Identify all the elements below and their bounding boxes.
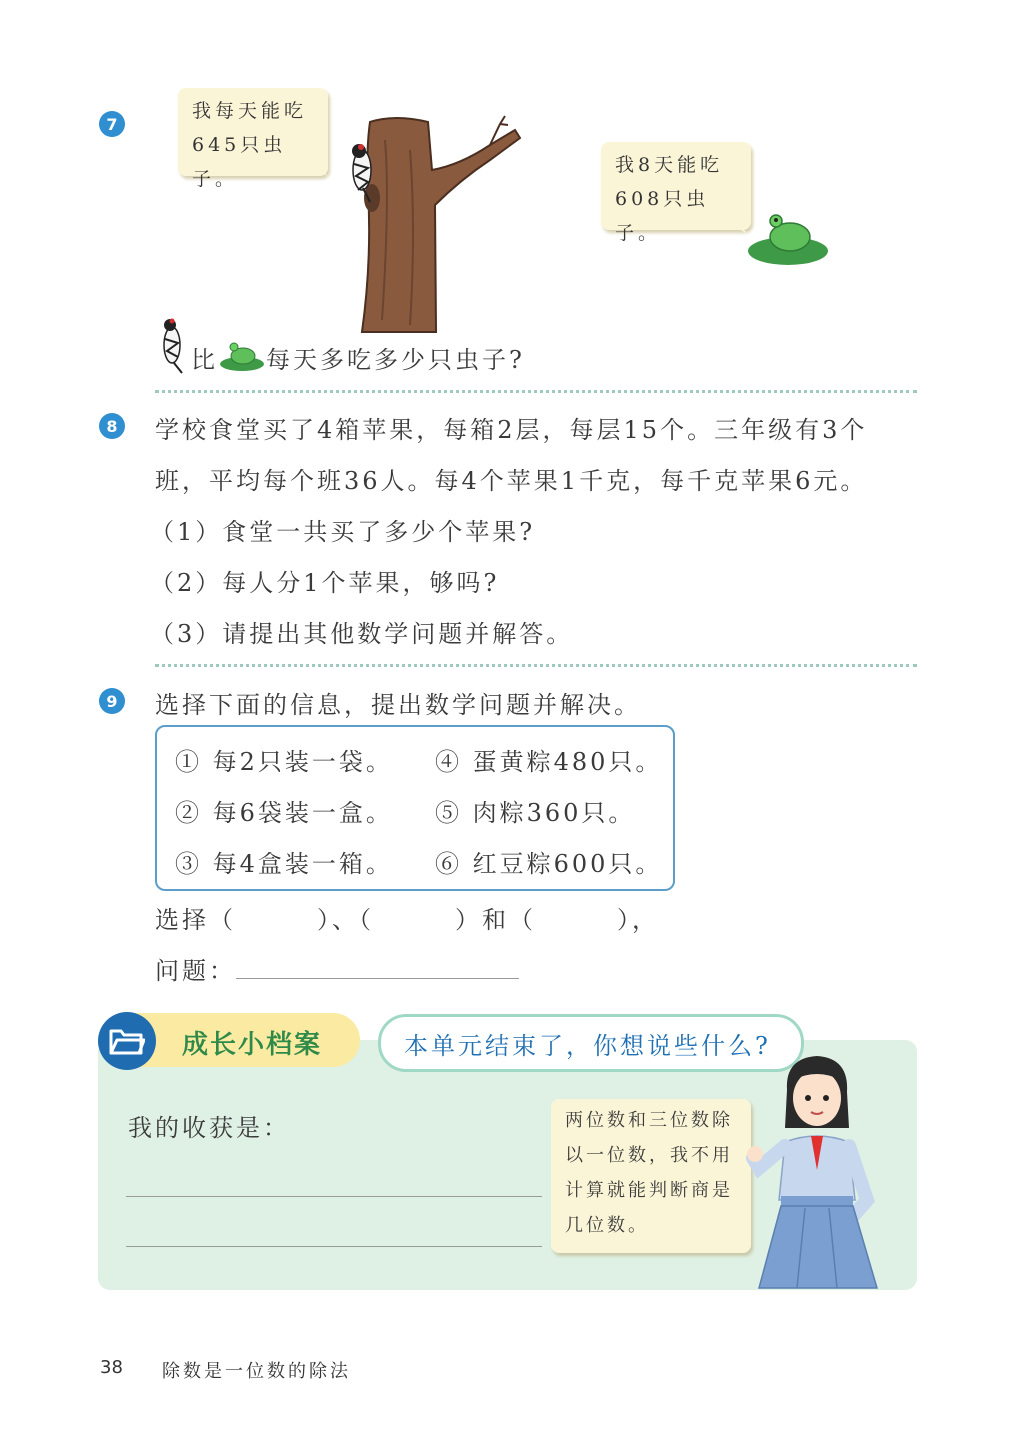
unit-title: 除数是一位数的除法 <box>162 1361 351 1382</box>
q8-line-2: 班，平均每个班36人。每4个苹果1千克，每千克苹果6元。 <box>155 467 868 495</box>
q8-sub-question-2: （2）每人分1个苹果，够吗? <box>150 569 500 597</box>
folder-icon <box>98 1012 156 1070</box>
harvest-writing-line[interactable] <box>126 1246 542 1247</box>
info-item-2: ② 每6袋装一盒。 <box>175 799 393 827</box>
bubble-line: 645只虫子。 <box>192 134 287 190</box>
section-divider <box>155 390 917 393</box>
info-item-1: ① 每2只装一袋。 <box>175 748 393 776</box>
info-item-6: ⑥ 红豆粽600只。 <box>435 850 663 878</box>
bubble-tail-icon <box>300 150 330 180</box>
question-number-9: 9 <box>99 688 125 714</box>
question-number-7: 7 <box>99 111 125 137</box>
bubble-line: 608只虫子。 <box>615 188 710 244</box>
bubble-line: 两位数和三位数除 <box>565 1110 733 1131</box>
info-item-4: ④ 蛋黄粽480只。 <box>435 748 663 776</box>
harvest-writing-line[interactable] <box>126 1196 542 1197</box>
section-divider <box>155 664 917 667</box>
bubble-line: 以一位数，我不用 <box>565 1145 733 1166</box>
info-item-5: ⑤ 肉粽360只。 <box>435 799 636 827</box>
bubble-line: 我每天能吃 <box>192 100 308 122</box>
woodpecker-icon <box>348 140 378 204</box>
q7-question-part2: 每天多吃多少只虫子? <box>266 346 525 374</box>
frog-icon <box>746 205 834 267</box>
q9-prompt: 选择下面的信息，提出数学问题并解决。 <box>155 691 641 719</box>
q7-question-part1: 比 <box>191 346 218 374</box>
q8-line-1: 学校食堂买了4箱苹果，每箱2层，每层15个。三年级有3个 <box>155 416 868 444</box>
q8-sub-question-3: （3）请提出其他数学问题并解答。 <box>150 620 574 648</box>
frog-icon <box>218 338 266 372</box>
q9-choose-label: 选择（ ）、（ ）和（ ）， <box>155 906 659 934</box>
student-girl-illustration <box>745 1050 895 1290</box>
answer-blank-line[interactable] <box>236 978 519 979</box>
q9-question-label: 问题： <box>155 957 236 985</box>
bubble-line: 几位数。 <box>565 1215 649 1236</box>
bubble-line: 计算就能判断商是 <box>565 1180 733 1201</box>
growth-record-title: 成长小档案 <box>182 1030 323 1060</box>
question-number-8: 8 <box>99 413 125 439</box>
woodpecker-icon <box>160 313 188 375</box>
harvest-label: 我的收获是： <box>128 1114 290 1142</box>
reflection-question: 本单元结束了，你想说些什么? <box>404 1032 771 1060</box>
girl-speech-bubble <box>551 1099 751 1253</box>
info-item-3: ③ 每4盒装一箱。 <box>175 850 393 878</box>
page-number: 38 <box>100 1357 123 1378</box>
q8-sub-question-1: （1）食堂一共买了多少个苹果? <box>150 518 536 546</box>
bubble-line: 我8天能吃 <box>615 154 724 176</box>
